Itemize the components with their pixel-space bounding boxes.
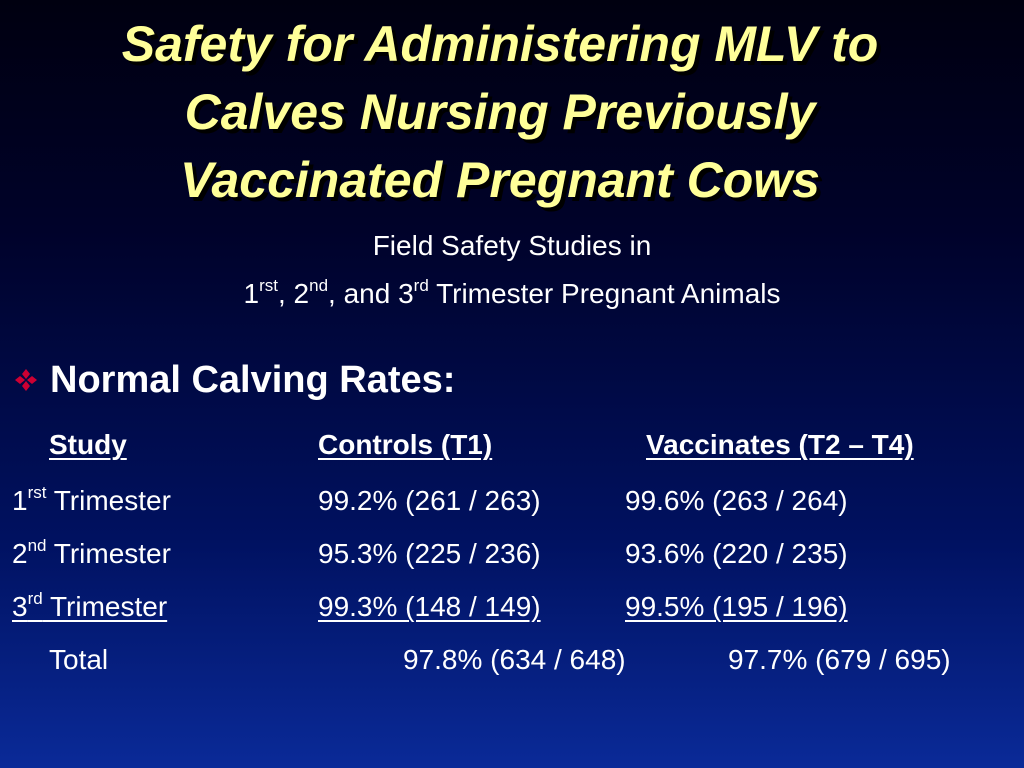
table-row-label: [12, 590, 167, 628]
title-line-3: Vaccinated Pregnant Cows: [180, 152, 820, 208]
four-diamond-bullet-icon: [14, 368, 38, 392]
row-controls-value: 95.3% (225 / 236): [318, 538, 541, 569]
row-num: 1: [12, 485, 28, 516]
total-label: Total: [49, 644, 109, 675]
subtitle-sep-2: , and 3: [328, 278, 414, 309]
subtitle-sup-2: nd: [309, 276, 329, 295]
total-controls-value: 97.8% (634 / 648): [403, 644, 626, 675]
subtitle-sup-1: rst: [259, 276, 278, 295]
header-controls: Controls (T1): [318, 429, 493, 460]
row-label-text: Trimester: [42, 591, 168, 622]
row-num: 3: [12, 591, 28, 622]
total-vaccinates-value: 97.7% (679 / 695): [728, 644, 951, 675]
row-sup: rd: [27, 589, 43, 608]
row-vaccinates-value: 93.6% (220 / 235): [625, 538, 848, 569]
subtitle-line-1: Field Safety Studies in: [372, 230, 652, 261]
bullet-heading: Normal Calving Rates:: [50, 358, 456, 401]
slide-title: [0, 10, 1000, 214]
bullet-row: [14, 356, 455, 404]
row-sup: rst: [27, 483, 47, 502]
table-row-label: [12, 484, 171, 522]
subtitle-line-2: [0, 274, 1024, 318]
row-num: 2: [12, 538, 28, 569]
header-vaccinates: Vaccinates (T2 – T4): [646, 429, 914, 460]
title-line-1: Safety for Administering MLV to: [121, 16, 879, 72]
subtitle-tail: Trimester Pregnant Animals: [428, 278, 781, 309]
subtitle-sep-1: , 2: [277, 278, 310, 309]
row-label-text: Trimester: [46, 538, 171, 569]
row-sup: nd: [27, 536, 47, 555]
title-line-2: Calves Nursing Previously: [184, 84, 816, 140]
row-vaccinates-value: 99.5% (195 / 196): [625, 591, 848, 622]
row-label-text: Trimester: [46, 485, 171, 516]
table-row-label: [12, 537, 171, 575]
header-study: Study: [49, 429, 127, 460]
row-controls-value: 99.3% (148 / 149): [318, 591, 541, 622]
row-controls-value: 99.2% (261 / 263): [318, 485, 541, 516]
subtitle-n1: 1: [243, 278, 260, 309]
row-vaccinates-value: 99.6% (263 / 264): [625, 485, 848, 516]
subtitle-sup-3: rd: [413, 276, 429, 295]
